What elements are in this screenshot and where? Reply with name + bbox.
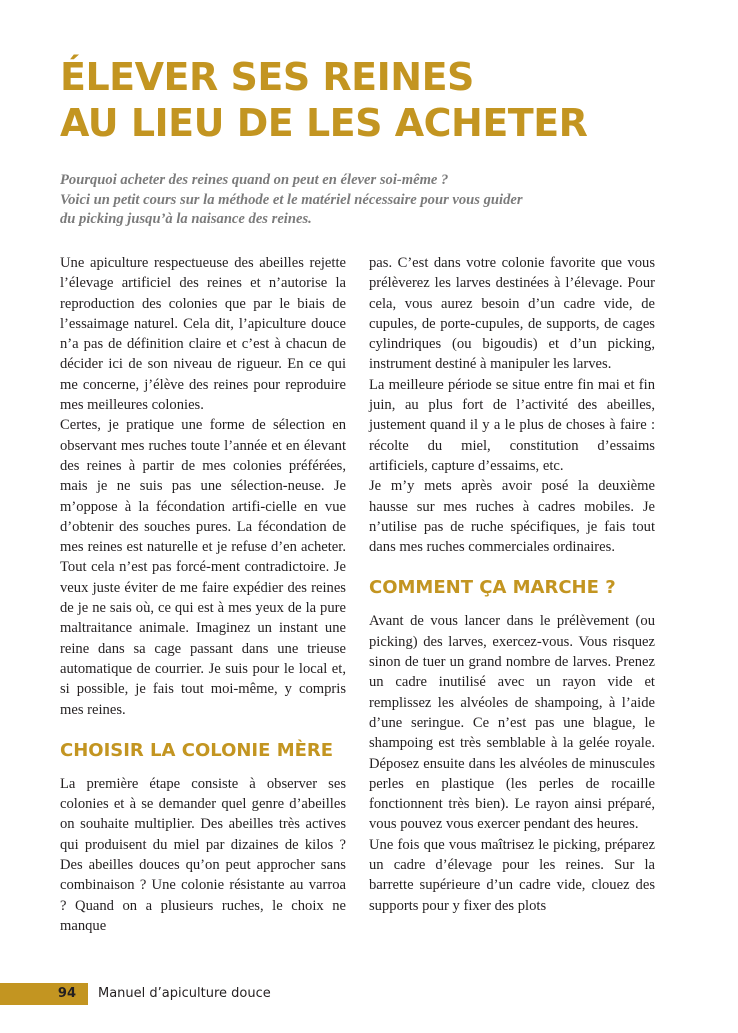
section-heading-choisir: CHOISIR LA COLONIE MÈRE: [60, 739, 334, 761]
section-heading-comment: COMMENT ÇA MARCHE ?: [369, 577, 616, 599]
left-paragraph-1: Une apiculture respectueuse des abeilles rejette l’élevage artificiel des reines et n’autorise la reproduction des colonies que par le biais de l’essaimage naturel. Cela dit, l’apiculture douce n’a pas de définition claire et c’est à chacun de décider ici de son niveau de rigueur. En ce qui me concerne, j’élève des reines pour reproduire mes meilleures colonies.: [60, 255, 346, 414]
right-paragraph-2: La meilleure période se situe entre fin mai et fin juin, au plus fort de l’activité des abeilles, justement quand il y a le plus de choses à faire : récolte du miel, constitution d’essaims artificiels, capture d’essaims, etc.: [369, 376, 655, 474]
page-number: 94: [57, 986, 76, 1001]
left-paragraph-3: La première étape consiste à observer ses colonies et à se demander quel genre d’abeilles on souhaite multiplier. Des abeilles très actives qui produisent du miel par dizaines de kilos ? Des abeilles douces qu’on peut approcher sans combinaison ? Une colonie résistante au varroa ? Quand on a plusieurs ruches, le choix ne manque: [60, 775, 346, 934]
right-paragraph-1: pas. C’est dans votre colonie favorite que vous prélèverez les larves destinées à l’élevage. Pour cela, vous aurez besoin d’un cadre vide, de cupules, de porte-cupules, de supports, de cages cylindriques (ou bigoudis) et d’un picking, instrument destiné à manipuler les larves.: [369, 255, 655, 373]
lede-line-3: du picking jusqu’à la naisance des reines.: [60, 211, 312, 227]
footer-accent-bar: [0, 983, 88, 1005]
right-paragraph-4: Avant de vous lancer dans le prélèvement (ou picking) des larves, exercez-vous. Vous risquez sinon de tuer un grand nombre de larves. Prenez un cadre inutilisé avec un rayon vide et remplissez les alvéoles de shampoing, à l’aide d’une seringue. Ce n’est pas une blague, le shampoing est très semblable à la gelée royale. Déposez ensuite dans les alvéoles de minuscules perles en plastique (les perles de rocaille fonctionnent très bien). Le rayon ainsi préparé, vous pouvez vous exercer pendant des heures.: [369, 613, 655, 833]
right-paragraph-3: Je m’y mets après avoir posé la deuxième hausse sur mes ruches à cadres mobiles. Je n’utilise pas de ruche spécifiques, je fais tout dans mes ruches commerciales ordinaires.: [369, 478, 655, 556]
title-line-2: AU LIEU DE LES ACHETER: [60, 101, 588, 145]
left-paragraph-2: Certes, je pratique une forme de sélection en observant mes ruches toute l’année et en élevant des reines à partir de mes colonies préférées, mais je ne suis pas une sélection-neuse. Je m’oppose à la fécondation artifi-cielle en vue d’obtenir des souches pures. La fécondation de mes reines est naturelle et je refuse d’en acheter. Tout cela n’est pas forcé-ment contradictoire. Je veux juste éviter de me faire expédier des reines de je ne sais où, ce qui est à mes yeux de la pure maltraitance animale. Imaginez un instant une reine dans sa cage passant dans une trieuse automatique de courrier. Je suis pour le local et, si possible, je fais tout moi-même, y compris mes reines.: [60, 417, 346, 718]
title-line-1: ÉLEVER SES REINES: [60, 55, 474, 99]
right-paragraph-5: Une fois que vous maîtrisez le picking, préparez un cadre d’élevage pour les reines. Sur la barrette supérieure d’un cadre vide, clouez des supports pour y fixer des plots: [369, 836, 655, 914]
page-footer: [0, 983, 738, 1005]
right-column: [369, 253, 655, 916]
lede-line-1: Pourquoi acheter des reines quand on peut en élever soi-même ?: [60, 172, 449, 188]
page-title: [60, 54, 700, 146]
running-title: Manuel d’apiculture douce: [98, 986, 271, 1001]
left-column: [60, 253, 346, 936]
lede-line-2: Voici un petit cours sur la méthode et le matériel nécessaire pour vous guider: [60, 191, 523, 208]
lede: [60, 171, 680, 230]
